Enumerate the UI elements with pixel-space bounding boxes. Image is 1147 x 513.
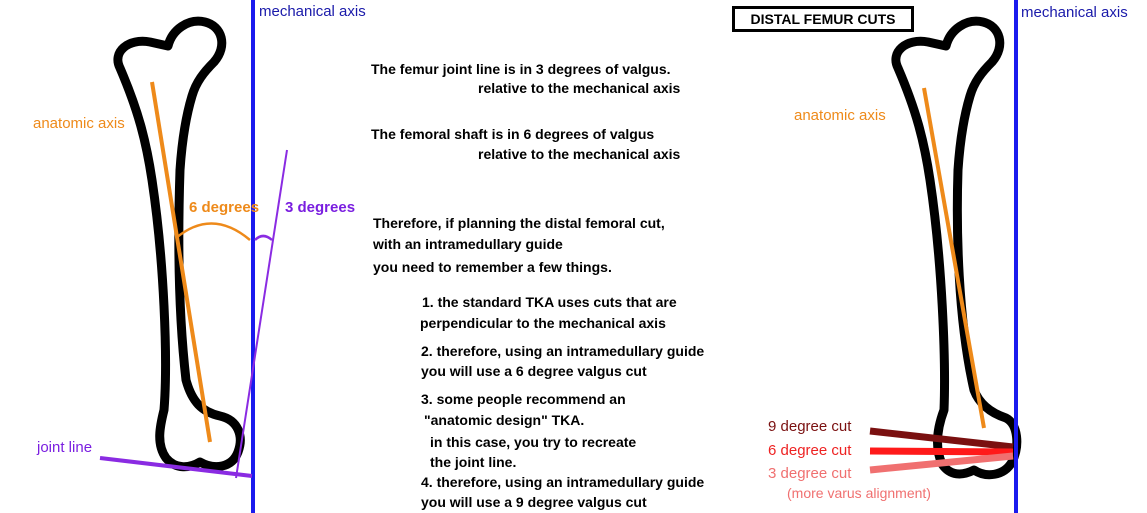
- text-therefore-3: you need to remember a few things.: [373, 259, 612, 275]
- right-mechanical-axis-label: mechanical axis: [1021, 4, 1128, 21]
- three-degree-cut-note: (more varus alignment): [787, 485, 931, 501]
- item-3-line-1: 3. some people recommend an: [421, 391, 626, 407]
- item-4-line-1: 4. therefore, using an intramedullary guide: [421, 474, 705, 490]
- three-degrees-label: 3 degrees: [285, 199, 356, 216]
- six-degrees-label: 6 degrees: [189, 199, 260, 216]
- three-degree-cut-label: 3 degree cut: [768, 465, 852, 482]
- six-degree-cut-line: [870, 451, 1013, 452]
- text-femoral-shaft-2: relative to the mechanical axis: [478, 146, 681, 162]
- left-anatomic-axis-label: anatomic axis: [33, 115, 125, 132]
- item-2-line-1: 2. therefore, using an intramedullary guide: [421, 343, 705, 359]
- text-femur-joint-line-2: relative to the mechanical axis: [478, 80, 681, 96]
- item-3-line-2: "anatomic design" TKA.: [424, 412, 585, 428]
- item-2-line-2: you will use a 6 degree valgus cut: [421, 363, 647, 379]
- six-degree-cut-label: 6 degree cut: [768, 442, 852, 459]
- page-title: DISTAL FEMUR CUTS: [732, 6, 914, 32]
- item-1-line-2: perpendicular to the mechanical axis: [420, 315, 666, 331]
- left-mechanical-axis-label: mechanical axis: [259, 3, 366, 20]
- text-femur-joint-line: The femur joint line is in 3 degrees of valgus.: [371, 61, 671, 77]
- text-therefore-1: Therefore, if planning the distal femoral cut,: [373, 215, 665, 231]
- item-1-line-1: 1. the standard TKA uses cuts that are: [422, 294, 677, 310]
- right-femur-bone: [896, 21, 1017, 474]
- nine-degree-cut-label: 9 degree cut: [768, 418, 852, 435]
- six-degree-arc: [176, 223, 250, 240]
- item-4-line-2: you will use a 9 degree valgus cut: [421, 494, 647, 510]
- right-anatomic-axis-label: anatomic axis: [794, 107, 886, 124]
- three-degree-arc: [255, 236, 272, 240]
- item-3-line-4: the joint line.: [430, 454, 517, 470]
- item-3-line-3: in this case, you try to recreate: [430, 434, 637, 450]
- text-femoral-shaft: The femoral shaft is in 6 degrees of valgus: [371, 126, 655, 142]
- joint-line-label: joint line: [37, 439, 93, 456]
- text-therefore-2: with an intramedullary guide: [373, 236, 563, 252]
